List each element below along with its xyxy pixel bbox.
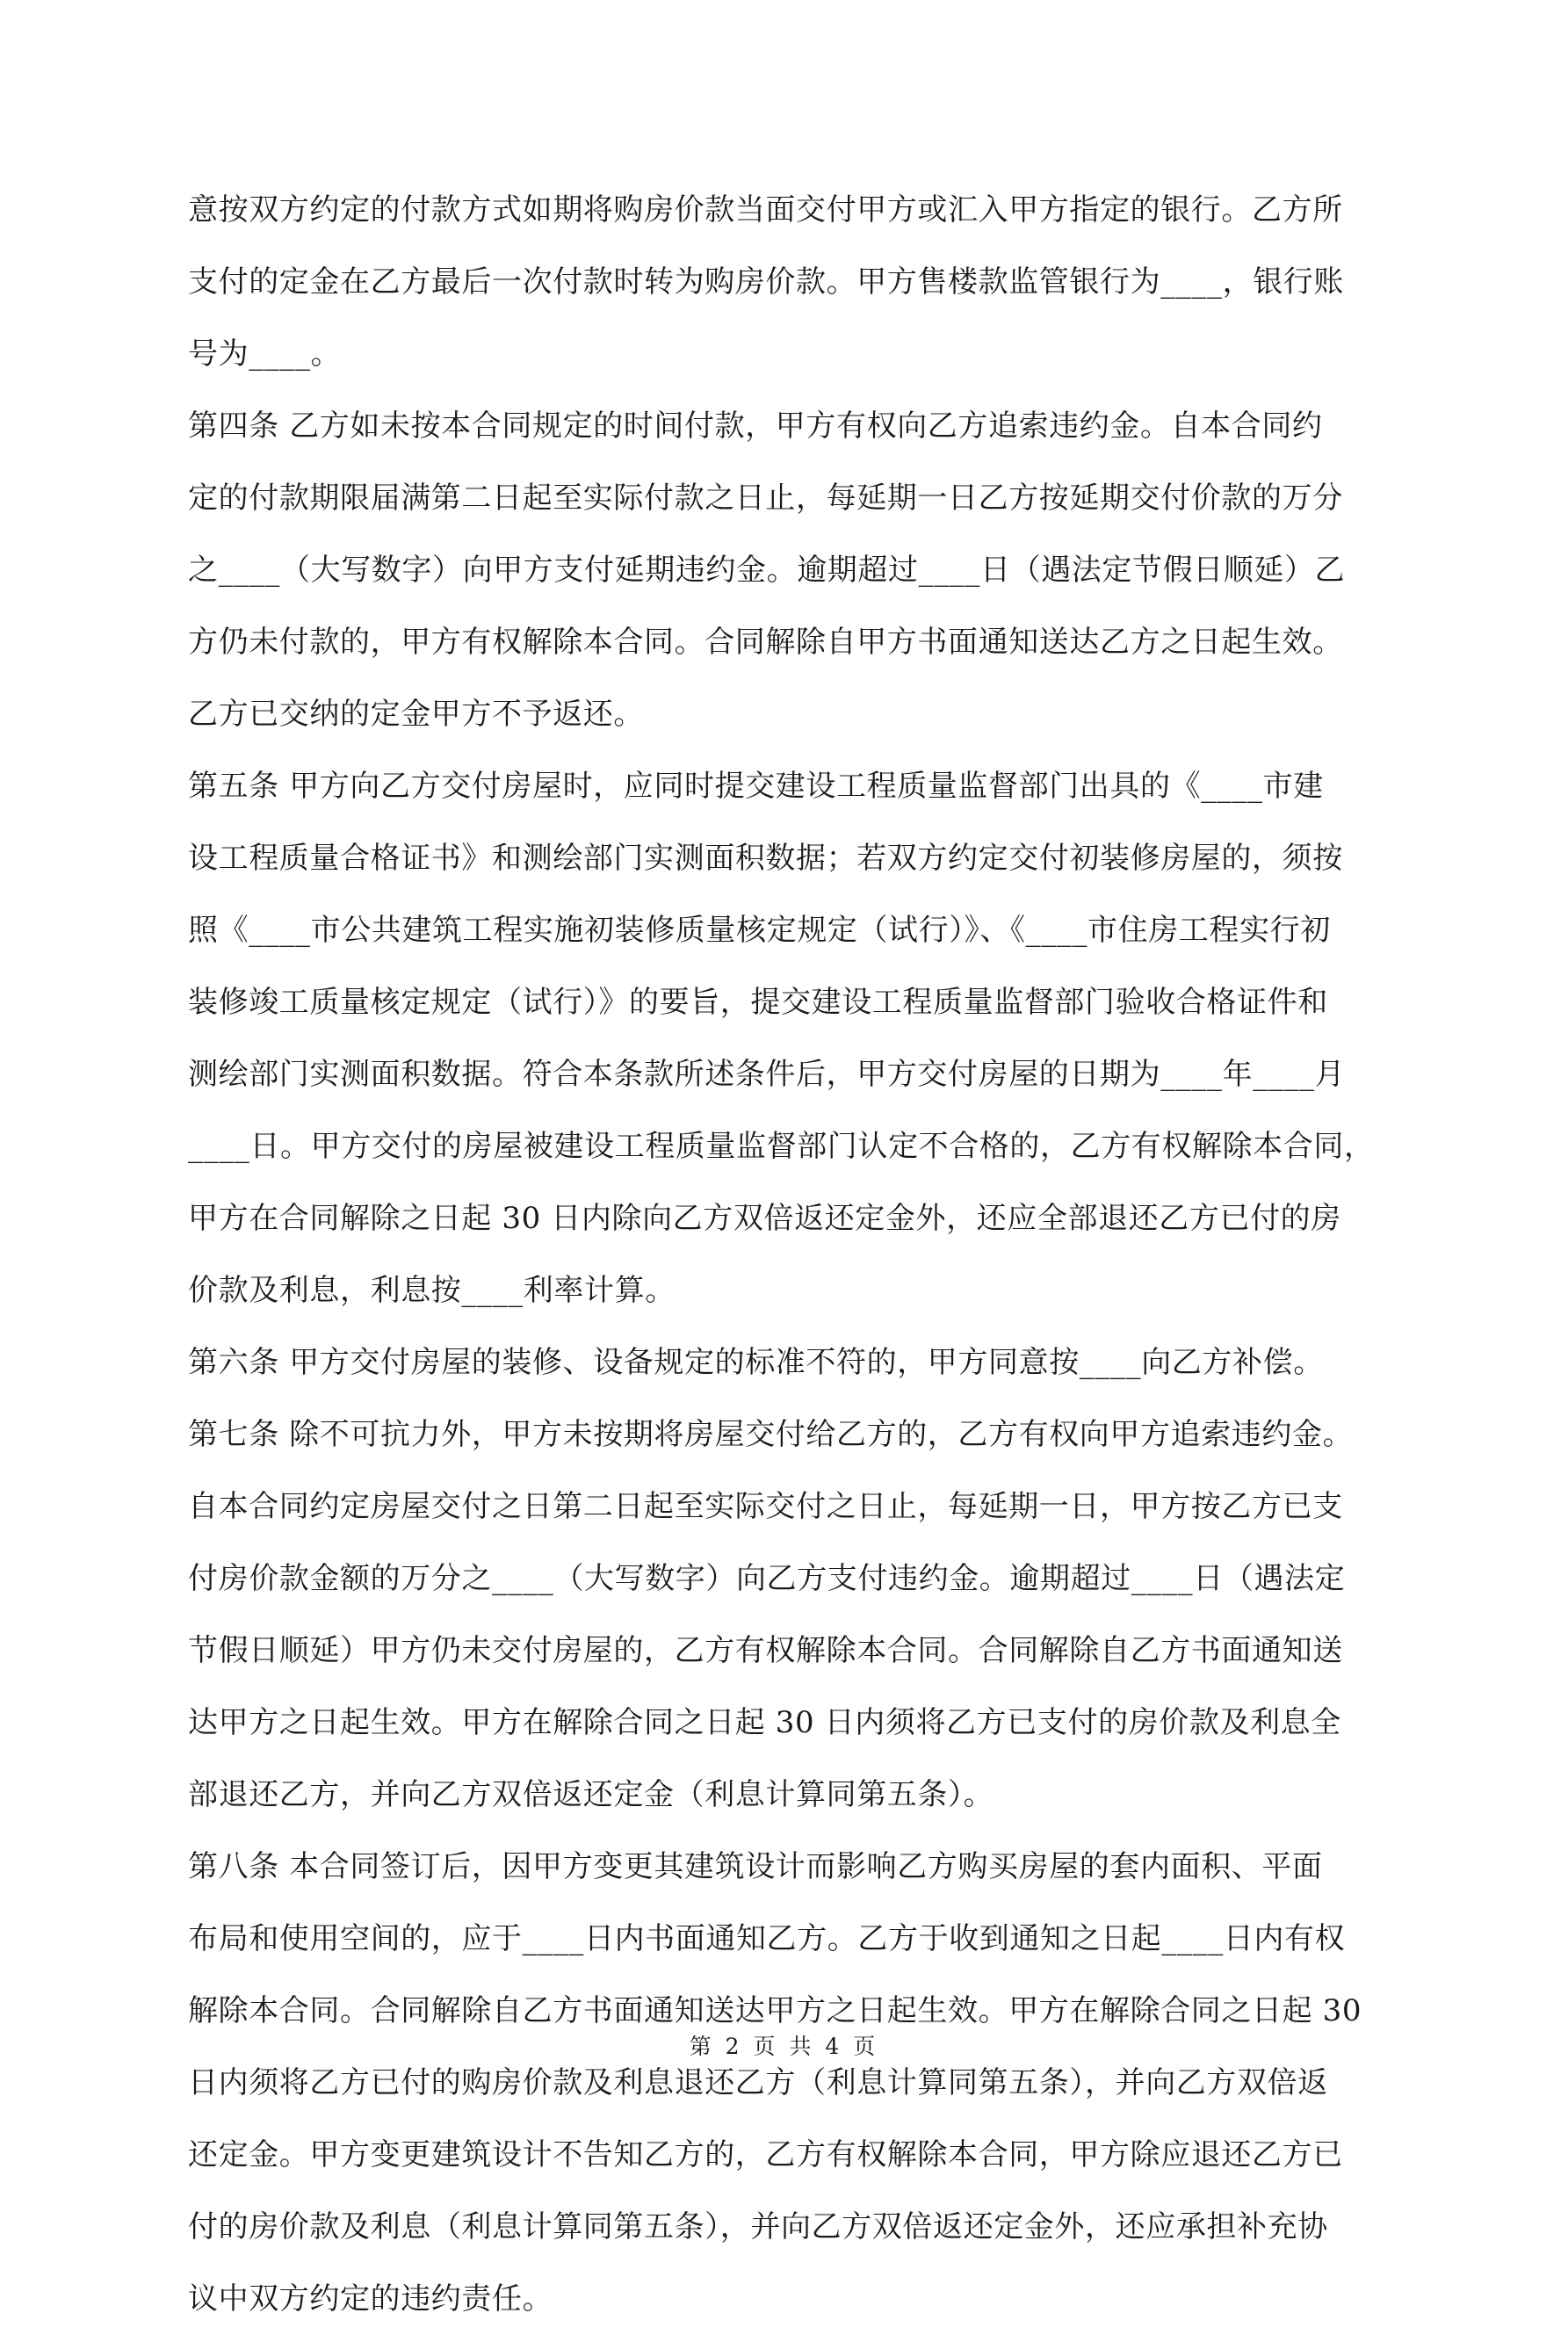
text-line: 乙方已交纳的定金甲方不予返还。 bbox=[188, 697, 644, 732]
text-line: 第六条 甲方交付房屋的装修、设备规定的标准不符的，甲方同意按____向乙方补偿。 bbox=[188, 1345, 1324, 1380]
text-line: 价款及利息，利息按____利率计算。 bbox=[188, 1273, 676, 1308]
text-line: 照《____市公共建筑工程实施初装修质量核定规定（试行）》、《____市住房工程实行初 bbox=[188, 913, 1331, 948]
text-line: 解除本合同。合同解除自乙方书面通知送达甲方之日起生效。甲方在解除合同之日起 30 bbox=[188, 1993, 1362, 2028]
text-line: 装修竣工质量核定规定（试行）》的要旨，提交建设工程质量监督部门验收合格证件和 bbox=[188, 985, 1328, 1020]
text-line: 设工程质量合格证书》和测绘部门实测面积数据；若双方约定交付初装修房屋的，须按 bbox=[188, 841, 1343, 876]
page-number-footer: 第 2 页 共 4 页 bbox=[689, 2034, 879, 2059]
text-line: 自本合同约定房屋交付之日第二日起至实际交付之日止，每延期一日，甲方按乙方已支 bbox=[188, 1489, 1343, 1524]
text-line: 第五条 甲方向乙方交付房屋时，应同时提交建设工程质量监督部门出具的《____市建 bbox=[188, 769, 1324, 804]
text-line: 日内须将乙方已付的购房价款及利息退还乙方（利息计算同第五条），并向乙方双倍返 bbox=[188, 2065, 1328, 2100]
text-line: ____日。甲方交付的房屋被建设工程质量监督部门认定不合格的，乙方有权解除本合同， bbox=[188, 1129, 1375, 1164]
text-line: 甲方在合同解除之日起 30 日内除向乙方双倍返还定金外，还应全部退还乙方已付的房 bbox=[188, 1201, 1341, 1236]
text-line: 节假日顺延）甲方仍未交付房屋的，乙方有权解除本合同。合同解除自乙方书面通知送 bbox=[188, 1633, 1343, 1668]
text-line: 达甲方之日起生效。甲方在解除合同之日起 30 日内须将乙方已支付的房价款及利息全 bbox=[188, 1705, 1341, 1740]
text-line: 意按双方约定的付款方式如期将购房价款当面交付甲方或汇入甲方指定的银行。乙方所 bbox=[188, 192, 1343, 228]
text-line: 测绘部门实测面积数据。符合本条款所述条件后，甲方交付房屋的日期为____年____月 bbox=[188, 1057, 1346, 1092]
text-line: 之____（大写数字）向甲方支付延期违约金。逾期超过____日（遇法定节假日顺延）乙 bbox=[188, 553, 1346, 588]
text-line: 第七条 除不可抗力外，甲方未按期将房屋交付给乙方的，乙方有权向甲方追索违约金。 bbox=[188, 1417, 1354, 1452]
text-line: 第八条 本合同签订后，因甲方变更其建筑设计而影响乙方购买房屋的套内面积、平面 bbox=[188, 1849, 1323, 1884]
text-line: 第四条 乙方如未按本合同规定的时间付款，甲方有权向乙方追索违约金。自本合同约 bbox=[188, 408, 1323, 444]
text-line: 方仍未付款的，甲方有权解除本合同。合同解除自甲方书面通知送达乙方之日起生效。 bbox=[188, 625, 1343, 660]
document-body bbox=[188, 181, 1391, 2342]
text-line: 议中双方约定的违约责任。 bbox=[188, 2281, 553, 2317]
text-line: 部退还乙方，并向乙方双倍返还定金（利息计算同第五条）。 bbox=[188, 1777, 994, 1812]
text-line: 还定金。甲方变更建筑设计不告知乙方的，乙方有权解除本合同，甲方除应退还乙方已 bbox=[188, 2137, 1343, 2172]
text-line: 布局和使用空间的，应于____日内书面通知乙方。乙方于收到通知之日起____日内有权 bbox=[188, 1921, 1346, 1956]
text-line: 付房价款金额的万分之____（大写数字）向乙方支付违约金。逾期超过____日（遇法定 bbox=[188, 1561, 1346, 1596]
text-line: 付的房价款及利息（利息计算同第五条），并向乙方双倍返还定金外，还应承担补充协 bbox=[188, 2209, 1328, 2244]
text-line: 号为____。 bbox=[188, 336, 342, 372]
text-line: 支付的定金在乙方最后一次付款时转为购房价款。甲方售楼款监管银行为____，银行账 bbox=[188, 264, 1344, 300]
text-line: 定的付款期限届满第二日起至实际付款之日止，每延期一日乙方按延期交付价款的万分 bbox=[188, 481, 1343, 516]
